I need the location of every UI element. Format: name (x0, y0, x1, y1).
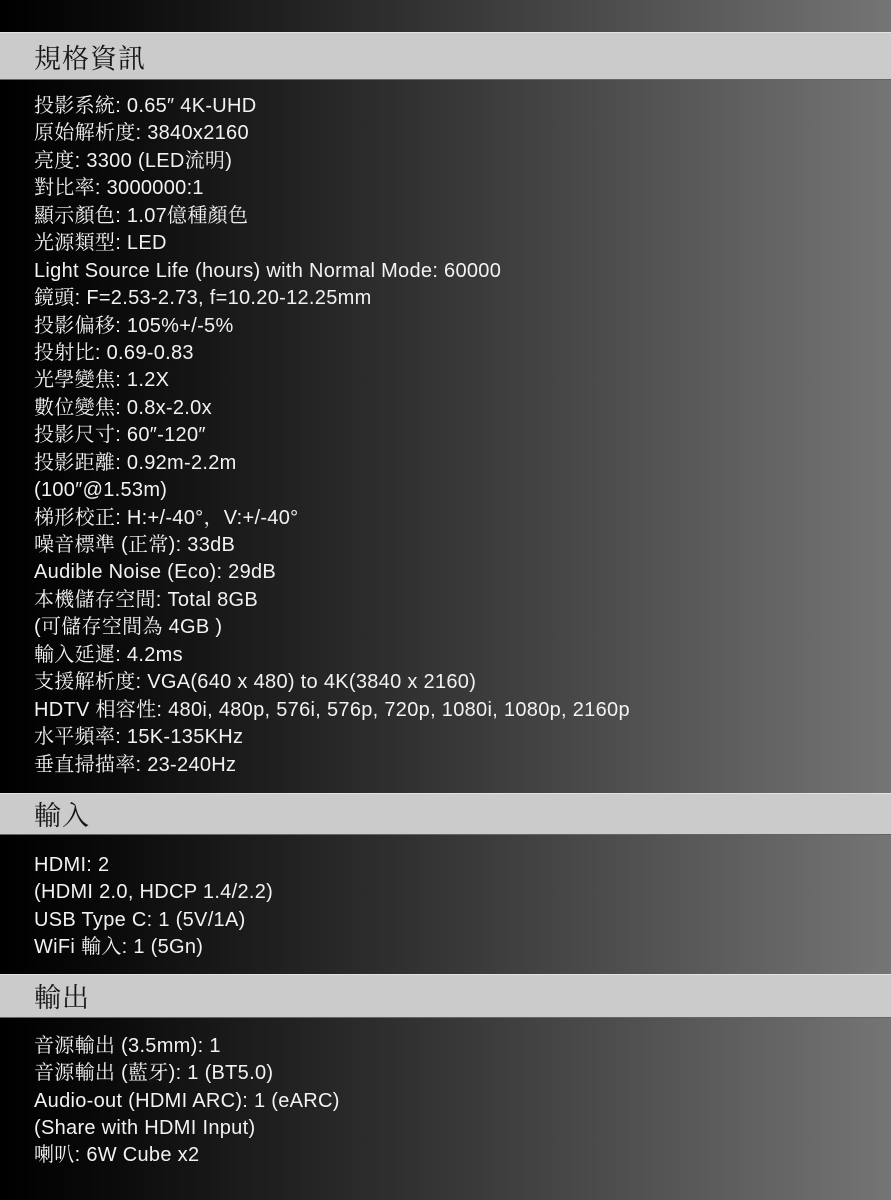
specifications-list (0, 80, 891, 779)
output-list (0, 1018, 891, 1170)
spec-line: 光源類型: LED (34, 232, 167, 255)
spec-line: WiFi 輸入: 1 (5Gn) (34, 936, 204, 959)
spec-line: (Share with HDMI Input) (34, 1117, 256, 1139)
spec-line: 投射比: 0.69-0.83 (34, 341, 194, 364)
spec-line: 垂直掃描率: 23-240Hz (34, 753, 237, 776)
spec-line: (可儲存空間為 4GB ) (34, 616, 223, 639)
spec-line: Audible Noise (Eco): 29dB (34, 561, 277, 584)
spec-line: 光學變焦: 1.2X (34, 369, 170, 392)
input-list (0, 835, 891, 962)
spec-line: USB Type C: 1 (5V/1A) (34, 908, 246, 931)
section-title: 規格資訊 (34, 43, 146, 74)
spec-line: 音源輸出 (藍牙): 1 (BT5.0) (34, 1062, 274, 1085)
spec-line: 投影距離: 0.92m-2.2m (34, 451, 237, 474)
spec-line: 顯示顏色: 1.07億種顏色 (34, 204, 249, 227)
section-header-specifications (0, 32, 891, 80)
spec-line: HDMI: 2 (34, 853, 110, 876)
spec-line: 喇叭: 6W Cube x2 (34, 1144, 200, 1167)
spec-line: 本機儲存空間: Total 8GB (34, 588, 259, 611)
spec-line: 對比率: 3000000:1 (34, 177, 204, 200)
spec-line: 原始解析度: 3840x2160 (34, 122, 249, 145)
spec-line: 水平頻率: 15K-135KHz (34, 726, 244, 749)
spec-line: 投影尺寸: 60″-120″ (34, 424, 206, 447)
section-title: 輸出 (34, 983, 90, 1014)
section-header-output (0, 974, 891, 1018)
spec-line: 梯形校正: H:+/-40°，V:+/-40° (34, 506, 299, 529)
spec-line: 投影偏移: 105%+/-5% (34, 314, 234, 337)
spec-line: (100″@1.53m) (34, 479, 168, 502)
spec-line: 亮度: 3300 (LED流明) (34, 149, 233, 172)
section-header-input (0, 793, 891, 835)
spec-line: Light Source Life (hours) with Normal Mode: 60000 (34, 259, 502, 282)
spec-line: (HDMI 2.0, HDCP 1.4/2.2) (34, 881, 274, 904)
spec-line: 鏡頭: F=2.53-2.73, f=10.20-12.25mm (34, 287, 372, 310)
spec-line: 數位變焦: 0.8x-2.0x (34, 396, 212, 419)
section-title: 輸入 (34, 801, 90, 832)
spec-line: 輸入延遲: 4.2ms (34, 643, 183, 666)
top-spacer (0, 0, 891, 32)
spec-line: 投影系統: 0.65″ 4K-UHD (34, 95, 257, 117)
spec-line: Audio-out (HDMI ARC): 1 (eARC) (34, 1089, 340, 1112)
spec-line: HDTV 相容性: 480i, 480p, 576i, 576p, 720p, 1080i, 1080p, 2160p (34, 698, 630, 721)
spec-line: 噪音標準 (正常): 33dB (34, 534, 236, 556)
spec-line: 支援解析度: VGA(640 x 480) to 4K(3840 x 2160) (34, 671, 477, 694)
spec-line: 音源輸出 (3.5mm): 1 (34, 1034, 221, 1057)
